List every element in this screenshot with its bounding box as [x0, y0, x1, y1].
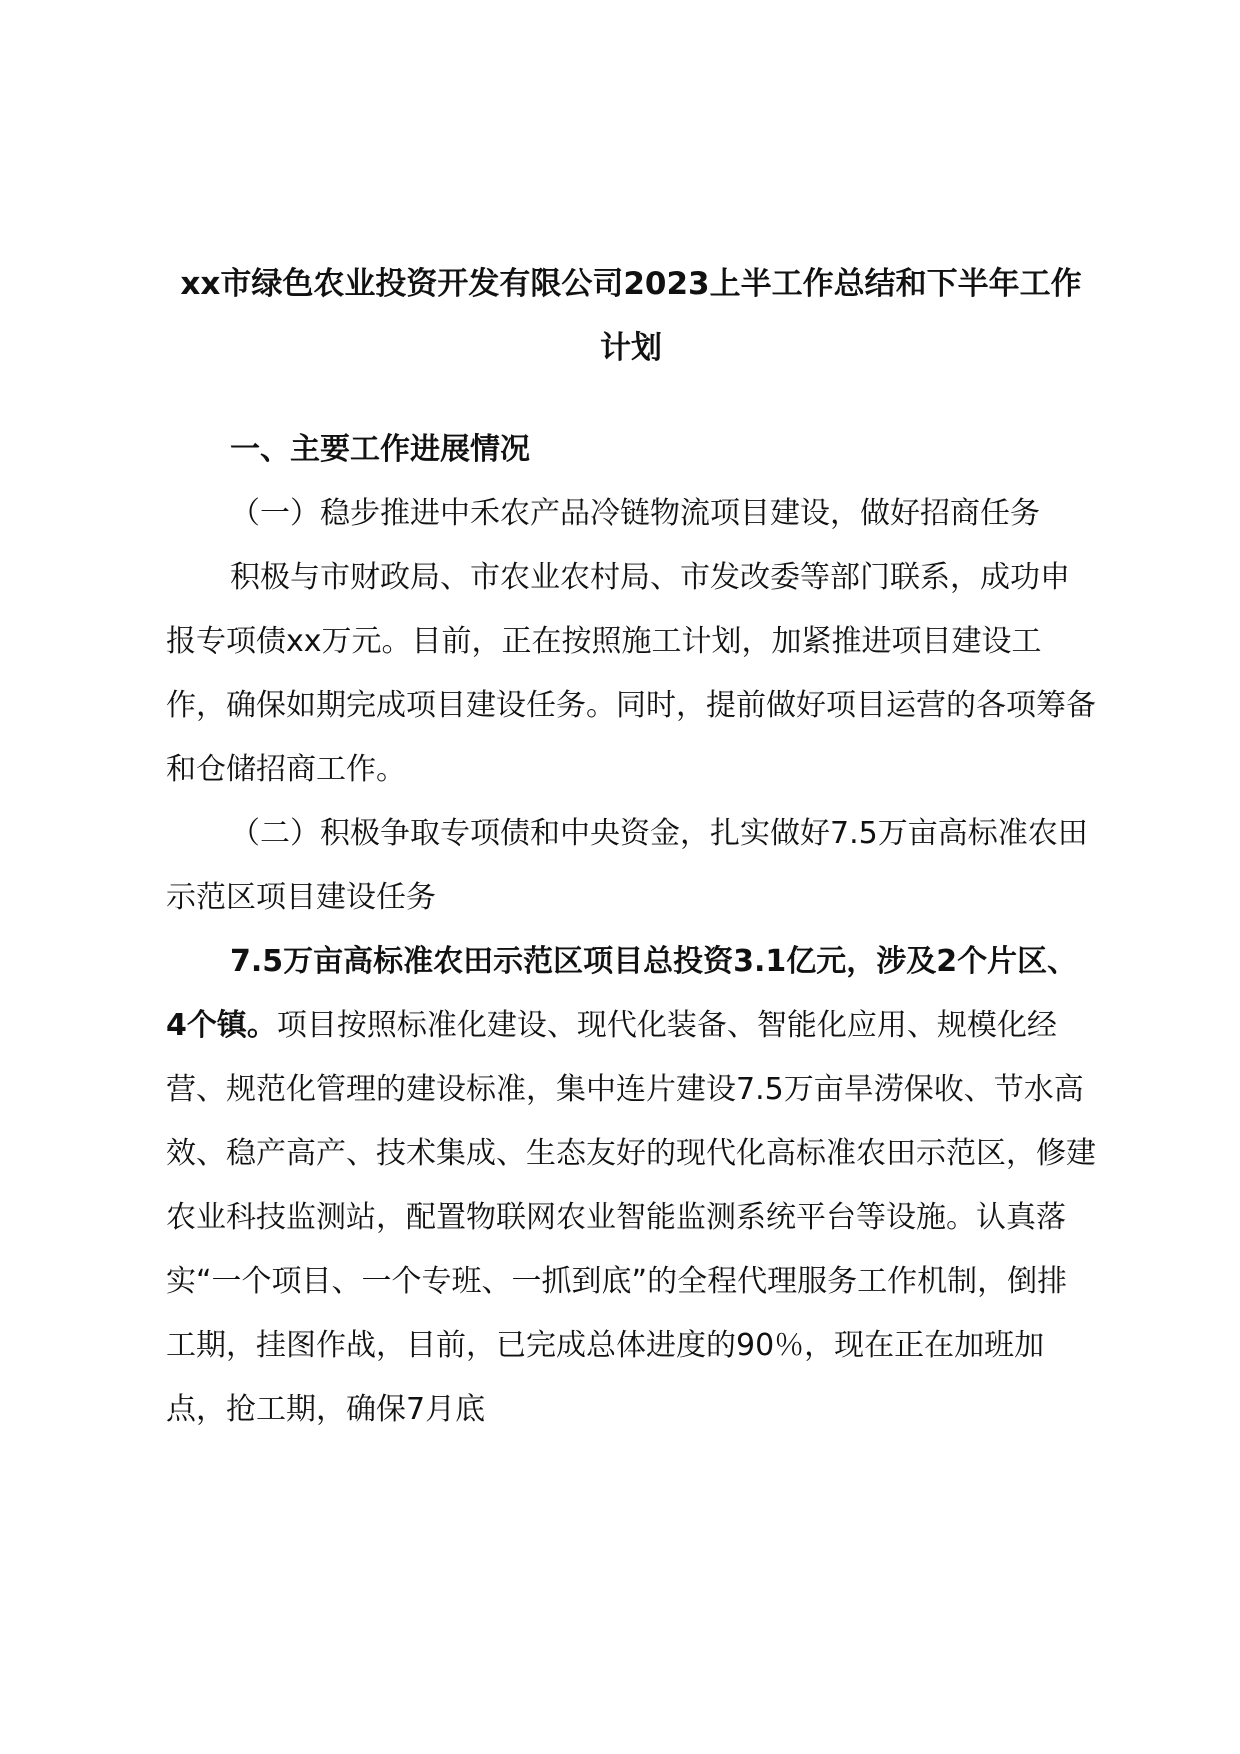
- section-heading-1: 一、主要工作进展情况: [230, 432, 530, 467]
- document-page: [166, 252, 1096, 1442]
- paragraph-2-lead: 7.5万亩高标准农田示范区项目总投资3.1亿元，涉及2个片区、4个镇。: [166, 944, 1078, 1043]
- paragraph-2-body: 项目按照标准化建设、现代化装备、智能化应用、规模化经营、规范化管理的建设标准，集中连片建设7.5万亩旱涝保收、节水高效、稳产高产、技术集成、生态友好的现代化高标准农田示范区，修建农业科技监测站，配置物联网农业智能监测系统平台等设施。认真落实“一个项目、一个专班、一抓到底”的全程代理服务工作机制，倒排工期，挂图作战，目前，已完成总体进度的90％，现在正在加班加点，抢工期，确保7月底: [166, 1008, 1096, 1427]
- document-title: xx市绿色农业投资开发有限公司2023上半工作总结和下半年工作计划: [180, 266, 1082, 366]
- paragraph-2: [166, 930, 1096, 1442]
- sub-heading-2: （二）积极争取专项债和中央资金，扎实做好7.5万亩高标准农田示范区项目建设任务: [166, 816, 1088, 915]
- paragraph-1: 积极与市财政局、市农业农村局、市发改委等部门联系，成功申报专项债xx万元。目前，正在按照施工计划，加紧推进项目建设工作，确保如期完成项目建设任务。同时，提前做好项目运营的各项筹备和仓储招商工作。: [166, 560, 1096, 787]
- sub-heading-1: （一）稳步推进中禾农产品冷链物流项目建设，做好招商任务: [230, 496, 1040, 531]
